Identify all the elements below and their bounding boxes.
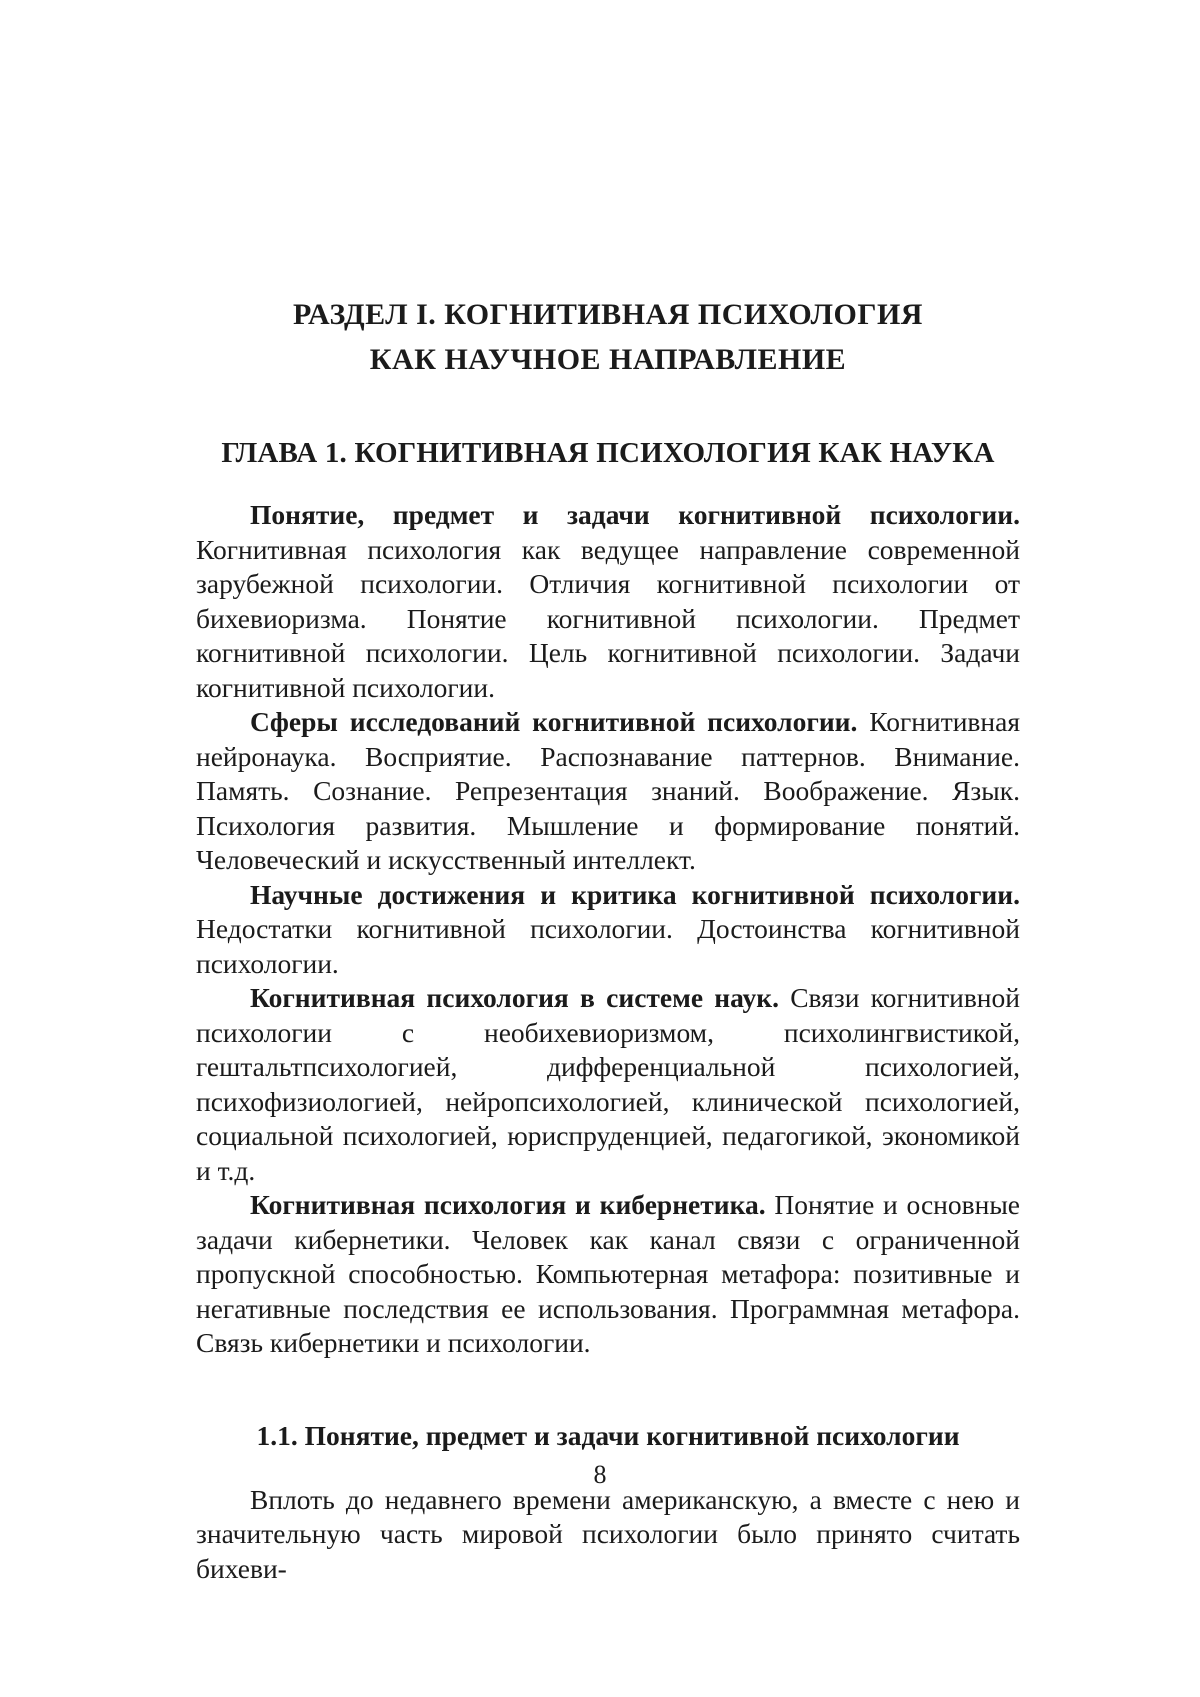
subsection-title: 1.1. Понятие, предмет и задачи когнитивной психологии	[256, 1419, 960, 1451]
paragraph-2-text: Когнитивная нейронаука. Восприятие. Распознавание паттернов. Внимание. Память. Сознание. Репрезентация знаний. Воображение. Язык. Психология развития. Мышление и формирование понятий. Человеческий и искусственный интеллект.	[196, 706, 1020, 875]
section-title-line2: КАК НАУЧНОЕ НАПРАВЛЕНИЕ	[369, 343, 847, 376]
paragraph-3-text: Недостатки когнитивной психологии. Достоинства когнитивной психологии.	[196, 913, 1020, 979]
paragraph-2-lead: Сферы исследований когнитивной психологии.	[250, 706, 858, 737]
paragraph-5-lead: Когнитивная психология и кибернетика.	[250, 1189, 766, 1220]
intro-paragraph: Вплоть до недавнего времени американскую, а вместе с нею и значительную часть мировой психологии было принято считать бихеви-	[196, 1483, 1020, 1584]
section-title-line1: РАЗДЕЛ I. КОГНИТИВНАЯ ПСИХОЛОГИЯ	[293, 298, 923, 331]
annotation-paragraph-3	[196, 878, 1020, 982]
paragraph-1-text: Когнитивная психология как ведущее направление современной зарубежной психологии. Отличия когнитивной психологии от бихевиоризма. Понятие когнитивной психологии. Предмет когнитивной психологии. Цель когнитивной психологии. Задачи когнитивной психологии.	[196, 533, 1020, 703]
paragraph-4-lead: Когнитивная психология в системе наук.	[250, 982, 779, 1013]
annotation-paragraph-4	[196, 981, 1020, 1188]
paragraph-3-lead: Научные достижения и критика когнитивной психологии.	[250, 878, 1020, 910]
paragraph-5-text: Понятие и основные задачи кибернетики. Человек как канал связи с ограниченной пропускной способностью. Компьютерная метафора: позитивные и негативные последствия ее использования. Программная метафора. Связь кибернетики и психологии.	[196, 1189, 1021, 1358]
annotation-paragraph-5	[196, 1188, 1020, 1361]
annotation-paragraph-2	[196, 705, 1020, 878]
annotation-paragraph-1	[196, 498, 1020, 705]
paragraph-1-lead: Понятие, предмет и задачи когнитивной психологии.	[250, 499, 1020, 530]
chapter-title: ГЛАВА 1. КОГНИТИВНАЯ ПСИХОЛОГИЯ КАК НАУКА	[221, 437, 995, 469]
section-title	[196, 292, 1020, 382]
paragraph-4-text: Связи когнитивной психологии с необихевиоризмом, психолингвистикой, гештальтпсихологией, дифференциальной психологией, психофизиологией, нейропсихологией, клинической психологией, социальной психологией, юриспруденцией, педагогикой, экономикой и т.д.	[196, 982, 1020, 1186]
page-number: 8	[593, 1460, 607, 1489]
text-block	[196, 0, 1020, 1586]
